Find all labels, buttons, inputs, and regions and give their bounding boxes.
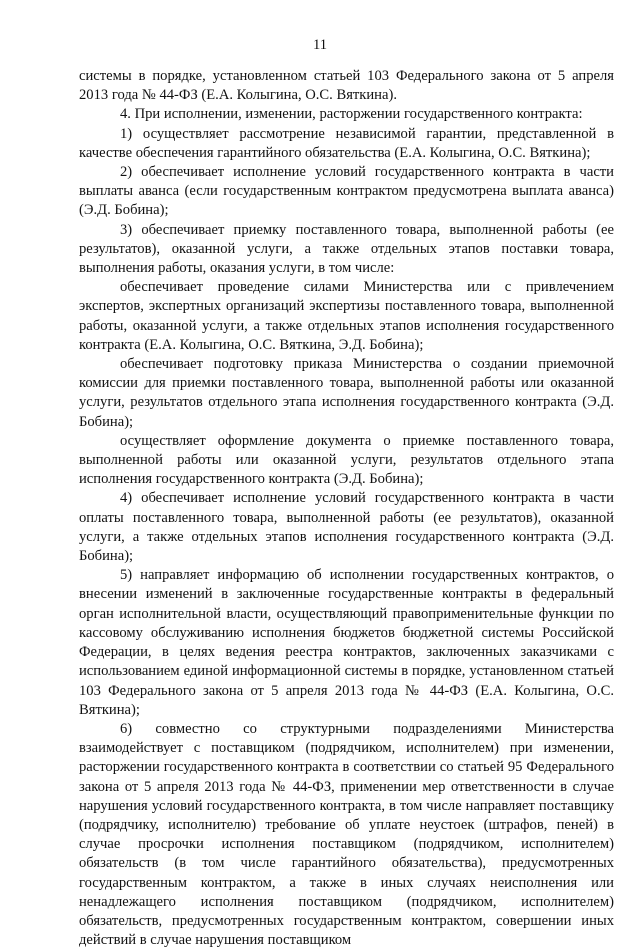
paragraph-item-5: 5) направляет информацию об исполнении государственных контрактов, о внесении изменений в заключенные государственные контракты в федеральный орган исполнительной власти, осуществляющий правоприменительные функции по кассовому обслуживанию исполнения бюджетов бюджетной системы Российской Федерации, в целях ведения реестра контрактов, заключенных заказчиками с использованием единой информационной системы в порядке, установленном статьей 103 Федерального закона от 5 апреля 2013 года № 44-ФЗ (Е.А. Колыгина, О.С. Вяткина); <box>79 567 614 718</box>
paragraph-section-4-heading: 4. При исполнении, изменении, расторжении государственного контракта: <box>120 106 583 123</box>
paragraph-item-4: 4) обеспечивает исполнение условий государственного контракта в части оплаты поставленного товара, выполненной работы (ее результатов), оказанной услуги, а также отдельных этапов исполнения государственного контракта (Э.Д. Бобина); <box>79 490 614 565</box>
page-number: 11 <box>312 37 328 53</box>
paragraph-item-6: 6) совместно со структурными подразделениями Министерства взаимодействует с поставщиком (подрядчиком, исполнителем) при изменении, расторжении государственного контракта в соответствии со статьей 95 Федерального закона от 5 апреля 2013 года № 44-ФЗ, применении мер ответственности в случае нарушения условий государственного контракта, в том числе направляет поставщику (подрядчику, исполнителю) требование об уплате неустоек (штрафов, пеней) в случае просрочки исполнения поставщиком (подрядчиком, исполнителем) обязательств (в том числе гарантийного обязательства), предусмотренных государственным контрактом, а также в иных случаях неисполнения или ненадлежащего исполнения поставщиком (подрядчиком, исполнителем) обязательств, предусмотренных государственным контрактом, совершении иных действий в случае нарушения поставщиком <box>79 720 614 949</box>
paragraph-item-3-expertise: обеспечивает проведение силами Министерства или с привлечением экспертов, экспертных организаций экспертизы поставленного товара, выполненной работы, оказанной услуги, а также отдельных этапов исполнения государственного контракта (Е.А. Колыгина, О.С. Вяткина, Э.Д. Бобина); <box>79 279 614 353</box>
paragraph-continuation: системы в порядке, установленном статьей 103 Федерального закона от 5 апреля 2013 года № 44-ФЗ (Е.А. Колыгина, О.С. Вяткина). <box>79 68 614 104</box>
paragraph-item-3: 3) обеспечивает приемку поставленного товара, выполненной работы (ее результатов), оказанной услуги, а также отдельных этапов поставки товара, выполнения работы, оказания услуги, в том числе: <box>79 221 614 277</box>
paragraph-item-1: 1) осуществляет рассмотрение независимой гарантии, представленной в качестве обеспечения гарантийного обязательства (Е.А. Колыгина, О.С. Вяткина); <box>79 125 614 161</box>
paragraph-item-3-acceptance-document: осуществляет оформление документа о приемке поставленного товара, выполненной работы или оказанной услуги, результатов отдельного этапа исполнения государственного контракта (Э.Д. Бобина); <box>79 432 614 488</box>
paragraph-item-2: 2) обеспечивает исполнение условий государственного контракта в части выплаты аванса (если государственным контрактом предусмотрена выплата аванса) (Э.Д. Бобина); <box>79 164 614 219</box>
paragraph-item-3-commission: обеспечивает подготовку приказа Министерства о создании приемочной комиссии для приемки поставленного товара, выполненной работы или оказанной услуги, результатов отдельного этапа исполнения государственного контракта (Э.Д. Бобина); <box>79 356 614 430</box>
document-body <box>79 67 614 950</box>
